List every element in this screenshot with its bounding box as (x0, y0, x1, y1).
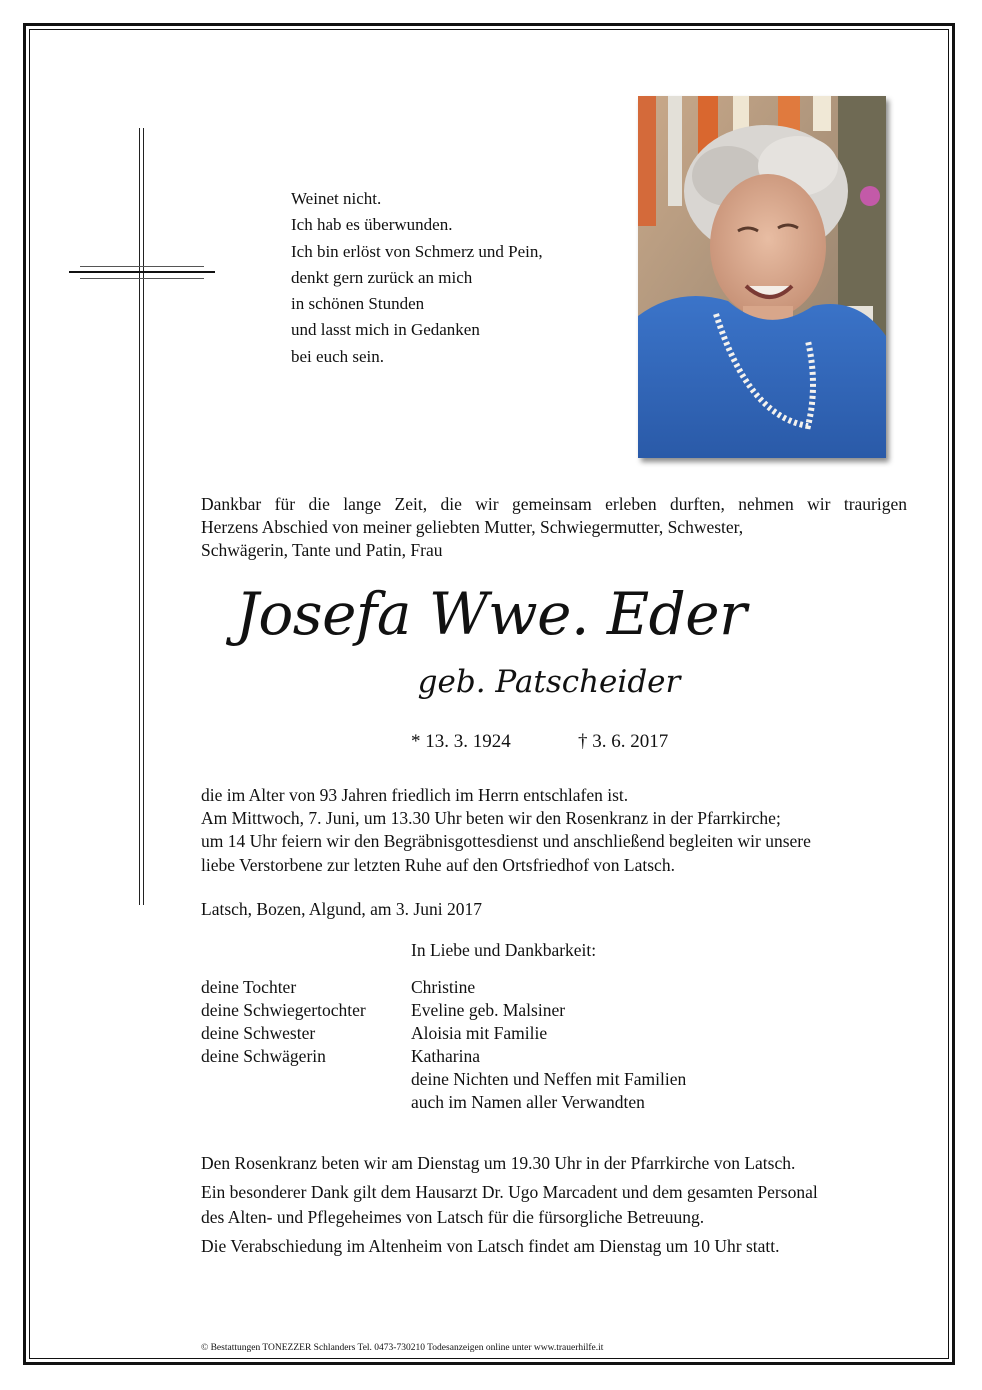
deceased-name: Josefa Wwe. Eder (235, 580, 747, 648)
mourner-row (201, 1068, 901, 1091)
poem-line: in schönen Stunden (291, 294, 425, 314)
poem (291, 186, 611, 370)
mourner-row (201, 1022, 901, 1045)
mourner-name: auch im Namen aller Verwandten (411, 1092, 645, 1113)
intro-line: Schwägerin, Tante und Patin, Frau (201, 540, 443, 560)
mourner-relation: deine Tochter (201, 977, 297, 997)
mourner-relation (201, 1068, 411, 1091)
poem-line: Ich hab es überwunden. (291, 215, 453, 235)
mourner-relation (201, 1091, 411, 1114)
mourner-row (201, 1045, 901, 1068)
place-date (201, 898, 907, 921)
mourner-name: Eveline geb. Malsiner (411, 1000, 566, 1021)
footer-credit: © Bestattungen TONEZZER Schlanders Tel. 0473-730210 Todesanzeigen online unter www.trauerhilfe.it (201, 1343, 604, 1353)
closing-line: Die Verabschiedung im Altenheim von Latsch findet am Dienstag um 10 Uhr statt. (201, 1236, 780, 1257)
details-line: um 14 Uhr feiern wir den Begräbnisgottesdienst und anschließend begleiten wir unsere (201, 831, 811, 852)
details-line: liebe Verstorbene zur letzten Ruhe auf den Ortsfriedhof von Latsch. (201, 854, 675, 875)
mourner-row (201, 999, 901, 1022)
closing-text (201, 1151, 907, 1259)
mourner-name: Christine (411, 977, 476, 997)
poem-line: und lasst mich in Gedanken (291, 320, 480, 340)
mourner-relation: deine Schwägerin (201, 1046, 326, 1067)
poem-line: bei euch sein. (291, 346, 384, 366)
greeting: In Liebe und Dankbarkeit: (411, 940, 597, 960)
poem-line: Ich bin erlöst von Schmerz und Pein, (291, 241, 543, 261)
intro-text (201, 493, 907, 562)
intro-line: Herzens Abschied von meiner geliebten Mutter, Schwiegermutter, Schwester, (201, 517, 744, 537)
mourner-relation: deine Schwester (201, 1023, 316, 1044)
mourner-row (201, 1091, 901, 1114)
mourner-name: Katharina (411, 1046, 480, 1067)
mourners-list (201, 976, 901, 1115)
death-date: † 3. 6. 2017 (578, 731, 669, 752)
birth-date: * 13. 3. 1924 (411, 731, 511, 752)
intro-line: Dankbar für die lange Zeit, die wir gemeinsam erleben durften, nehmen wir traurigen (201, 494, 907, 514)
mourner-name: deine Nichten und Neffen mit Familien (411, 1069, 687, 1090)
birth-name: geb. Patscheider (417, 664, 681, 700)
mourner-name: Aloisia mit Familie (411, 1023, 548, 1044)
closing-line: Ein besonderer Dank gilt dem Hausarzt Dr. Ugo Marcadent und dem gesamten Personal (201, 1182, 818, 1203)
funeral-details (201, 784, 907, 877)
closing-line: des Alten- und Pflegeheimes von Latsch für die fürsorgliche Betreuung. (201, 1206, 705, 1227)
mourner-relation: deine Schwiegertochter (201, 1000, 366, 1021)
poem-line: Weinet nicht. (291, 189, 382, 208)
place-date-text: Latsch, Bozen, Algund, am 3. Juni 2017 (201, 899, 482, 919)
closing-line: Den Rosenkranz beten wir am Dienstag um 19.30 Uhr in der Pfarrkirche von Latsch. (201, 1153, 796, 1173)
details-line: die im Alter von 93 Jahren friedlich im Herrn entschlafen ist. (201, 785, 629, 805)
poem-line: denkt gern zurück an mich (291, 267, 473, 287)
details-line: Am Mittwoch, 7. Juni, um 13.30 Uhr beten wir den Rosenkranz in der Pfarrkirche; (201, 808, 781, 829)
portrait-photo (638, 96, 886, 458)
mourner-row (201, 976, 901, 999)
